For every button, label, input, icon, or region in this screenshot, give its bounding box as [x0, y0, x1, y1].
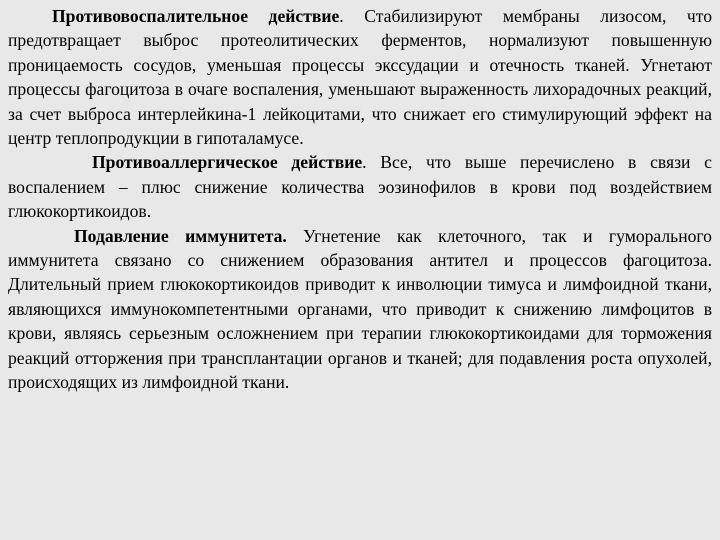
paragraph-anti-allergic [8, 150, 712, 223]
heading-immunosuppression: Подавление иммунитета. [74, 225, 287, 246]
heading-anti-allergic: Противоаллергическое действие [92, 152, 363, 173]
paragraph-anti-inflammatory [8, 4, 712, 150]
text-immunosuppression: Угнетение как клеточного, так и гуморального иммунитета связано со снижением образования антител и процессов фагоцитоза. Длительный прием глюкокортикоидов приводит к инволюции тимуса и лимфоидной ткани, являющихся иммунокомпетентными органами, что приводит к снижению лимфоцитов в крови, являясь серьезным осложнением при терапии глюкокортикоидами для торможения реакций отторжения при трансплантации органов и тканей; для подавления роста опухолей, происходящих из лимфоидной ткани. [8, 225, 712, 393]
text-anti-allergic: . Все, что выше перечислено в связи с воспалением – плюс снижение количества эозинофилов в крови под воздействием глюкокортикоидов. [8, 152, 712, 222]
text-anti-inflammatory: . Стабилизируют мембраны лизосом, что предотвращает выброс протеолитических ферментов, нормализуют повышенную проницаемость сосудов, уменьшая процессы экссудации и отечность тканей. Угнетают процессы фагоцитоза в очаге воспаления, уменьшают выраженность лихорадочных реакций, за счет выброса интерлейкина-1 лейкоцитами, что снижает его стимулирующий эффект на центр теплопродукции в гипоталамусе. [8, 6, 712, 149]
heading-anti-inflammatory: Противовоспалительное действие [52, 6, 340, 26]
paragraph-immunosuppression [8, 224, 712, 395]
